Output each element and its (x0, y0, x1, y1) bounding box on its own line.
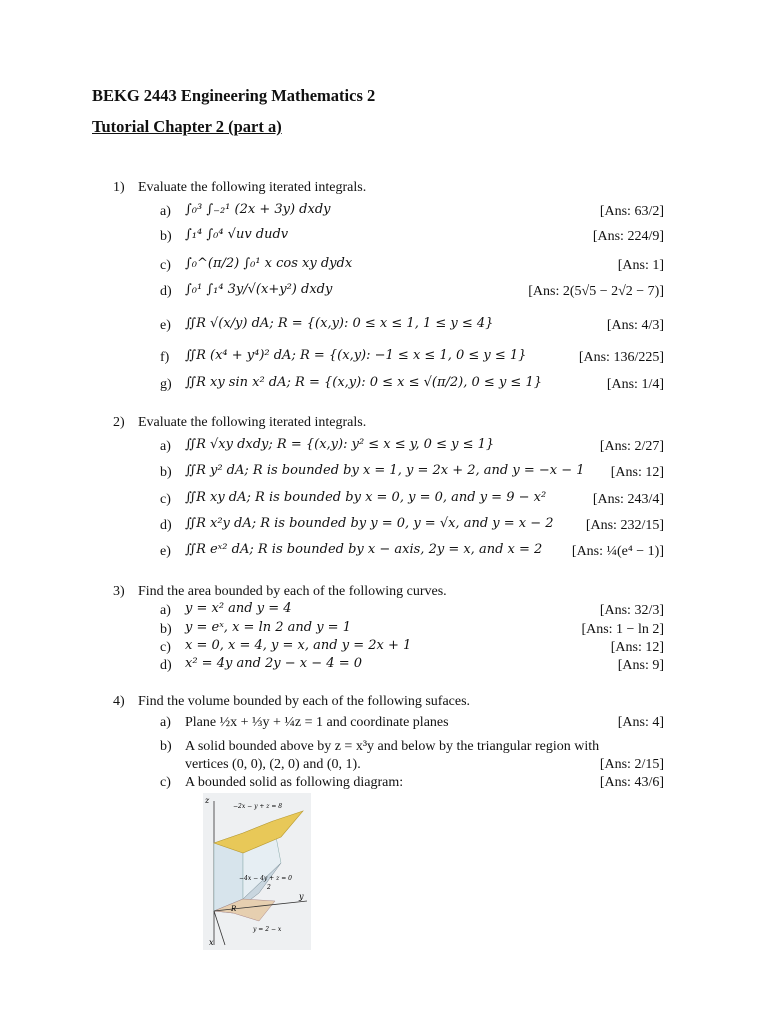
item-answer: [Ans: 1] (617, 258, 664, 273)
region-label: R (231, 905, 237, 913)
item-label: c) (160, 775, 171, 790)
question-item (160, 375, 664, 397)
axis-label-y: y (299, 892, 304, 901)
item-expression: x = 0, x = 4, y = x, and y = 2x + 1 (185, 638, 412, 653)
item-answer: [Ans: 4] (617, 715, 664, 730)
item-answer: [Ans: 12] (610, 465, 664, 480)
item-label: e) (160, 318, 171, 333)
item-answer: [Ans: ¼(e⁴ − 1)] (571, 544, 664, 559)
item-answer: [Ans: 32/3] (599, 603, 664, 618)
item-expression: vertices (0, 0), (2, 0) and (0, 1). (185, 757, 361, 772)
question-item (160, 516, 664, 538)
question-2-number: 2) (113, 415, 125, 430)
item-label: c) (160, 258, 171, 273)
question-item (160, 656, 664, 678)
item-answer: [Ans: 1 − ln 2] (581, 622, 664, 637)
item-answer: [Ans: 1/4] (606, 377, 664, 392)
item-expression: Plane ½x + ⅓y + ¼z = 1 and coordinate planes (185, 715, 449, 730)
item-label: c) (160, 640, 171, 655)
item-expression: A solid bounded above by z = x³y and below by the triangular region with (185, 739, 600, 754)
item-expression: ∬R √(x/y) dA; R = {(x,y): 0 ≤ x ≤ 1, 1 ≤ y ≤ 4} (185, 316, 494, 331)
question-item (160, 256, 664, 278)
item-answer: [Ans: 243/4] (592, 492, 664, 507)
top-plane (214, 811, 303, 853)
question-item (160, 437, 664, 459)
question-3-text: Find the area bounded by each of the following curves. (138, 584, 447, 599)
item-answer: [Ans: 63/2] (599, 204, 664, 219)
item-answer: [Ans: 232/15] (585, 518, 664, 533)
item-label: a) (160, 439, 171, 454)
item-label: d) (160, 284, 172, 299)
question-1-number: 1) (113, 180, 125, 195)
solid-diagram (203, 793, 311, 950)
x-axis-line (214, 911, 225, 945)
top-plane-label: −2x − y + z = 8 (233, 803, 283, 810)
question-item (160, 316, 664, 338)
item-answer: [Ans: 43/6] (599, 775, 664, 790)
item-expression: ∬R y² dA; R is bounded by x = 1, y = 2x + 2, and y = −x − 1 (185, 463, 585, 478)
question-item (160, 463, 664, 485)
question-item (160, 348, 664, 370)
item-expression: ∬R xy sin x² dA; R = {(x,y): 0 ≤ x ≤ √(π/2), 0 ≤ y ≤ 1} (185, 375, 542, 390)
item-expression: ∬R x²y dA; R is bounded by y = 0, y = √x, and y = x − 2 (185, 516, 554, 531)
item-label: c) (160, 492, 171, 507)
question-item (160, 773, 664, 795)
question-item (160, 227, 664, 249)
item-answer: [Ans: 2/15] (599, 757, 664, 772)
item-answer: [Ans: 9] (617, 658, 664, 673)
item-label: d) (160, 658, 172, 673)
question-1-text: Evaluate the following iterated integrals. (138, 180, 367, 195)
item-label: a) (160, 715, 171, 730)
line-label: y = 2 − x (253, 926, 282, 933)
bottom-plane-label: −4x − 4y + z = 0 (239, 875, 292, 882)
item-answer: [Ans: 136/225] (578, 350, 664, 365)
item-label: b) (160, 229, 172, 244)
item-expression: ∬R xy dA; R is bounded by x = 0, y = 0, and y = 9 − x² (185, 490, 547, 505)
item-label: b) (160, 622, 172, 637)
question-item (160, 713, 664, 735)
item-expression: y = eˣ, x = ln 2 and y = 1 (185, 620, 351, 635)
item-label: a) (160, 204, 171, 219)
item-answer: [Ans: 2(5√5 − 2√2 − 7)] (528, 284, 664, 299)
item-answer: [Ans: 12] (610, 640, 664, 655)
item-label: e) (160, 544, 171, 559)
item-expression: ∫₀^(π/2) ∫₀¹ x cos xy dydx (185, 256, 353, 271)
item-expression: x² = 4y and 2y − x − 4 = 0 (185, 656, 362, 671)
document-subtitle: Tutorial Chapter 2 (part a) (92, 117, 282, 136)
item-expression: ∬R √xy dxdy; R = {(x,y): y² ≤ x ≤ y, 0 ≤ y ≤ 1} (185, 437, 495, 452)
item-answer: [Ans: 224/9] (592, 229, 664, 244)
item-expression: ∬R eˣ² dA; R is bounded by x − axis, 2y = x, and x = 2 (185, 542, 543, 557)
question-3-number: 3) (113, 584, 125, 599)
axis-label-x: x (209, 938, 214, 947)
question-item (160, 282, 664, 304)
item-expression: ∫₀³ ∫₋₂¹ (2x + 3y) dxdy (185, 202, 331, 217)
question-item (160, 202, 664, 224)
item-expression: y = x² and y = 4 (185, 601, 292, 616)
item-answer: [Ans: 2/27] (599, 439, 664, 454)
item-expression: ∫₁⁴ ∫₀⁴ √uv dudv (185, 227, 289, 242)
item-answer: [Ans: 4/3] (606, 318, 664, 333)
question-4-text: Find the volume bounded by each of the following sufaces. (138, 694, 471, 709)
item-label: g) (160, 377, 172, 392)
item-label: a) (160, 603, 171, 618)
question-item (160, 490, 664, 512)
item-expression: ∬R (x⁴ + y⁴)² dA; R = {(x,y): −1 ≤ x ≤ 1, 0 ≤ y ≤ 1} (185, 348, 527, 363)
item-label: b) (160, 465, 172, 480)
item-label: d) (160, 518, 172, 533)
question-2-text: Evaluate the following iterated integrals. (138, 415, 367, 430)
item-expression: A bounded solid as following diagram: (185, 775, 404, 790)
question-item (160, 542, 664, 564)
axis-label-z: z (205, 796, 210, 805)
tick-label: 2 (267, 884, 271, 891)
item-expression: ∫₀¹ ∫₁⁴ 3y/√(x+y²) dxdy (185, 282, 333, 297)
document-title: BEKG 2443 Engineering Mathematics 2 (92, 86, 376, 105)
question-4-number: 4) (113, 694, 125, 709)
item-label: f) (160, 350, 170, 365)
item-label: b) (160, 739, 172, 754)
